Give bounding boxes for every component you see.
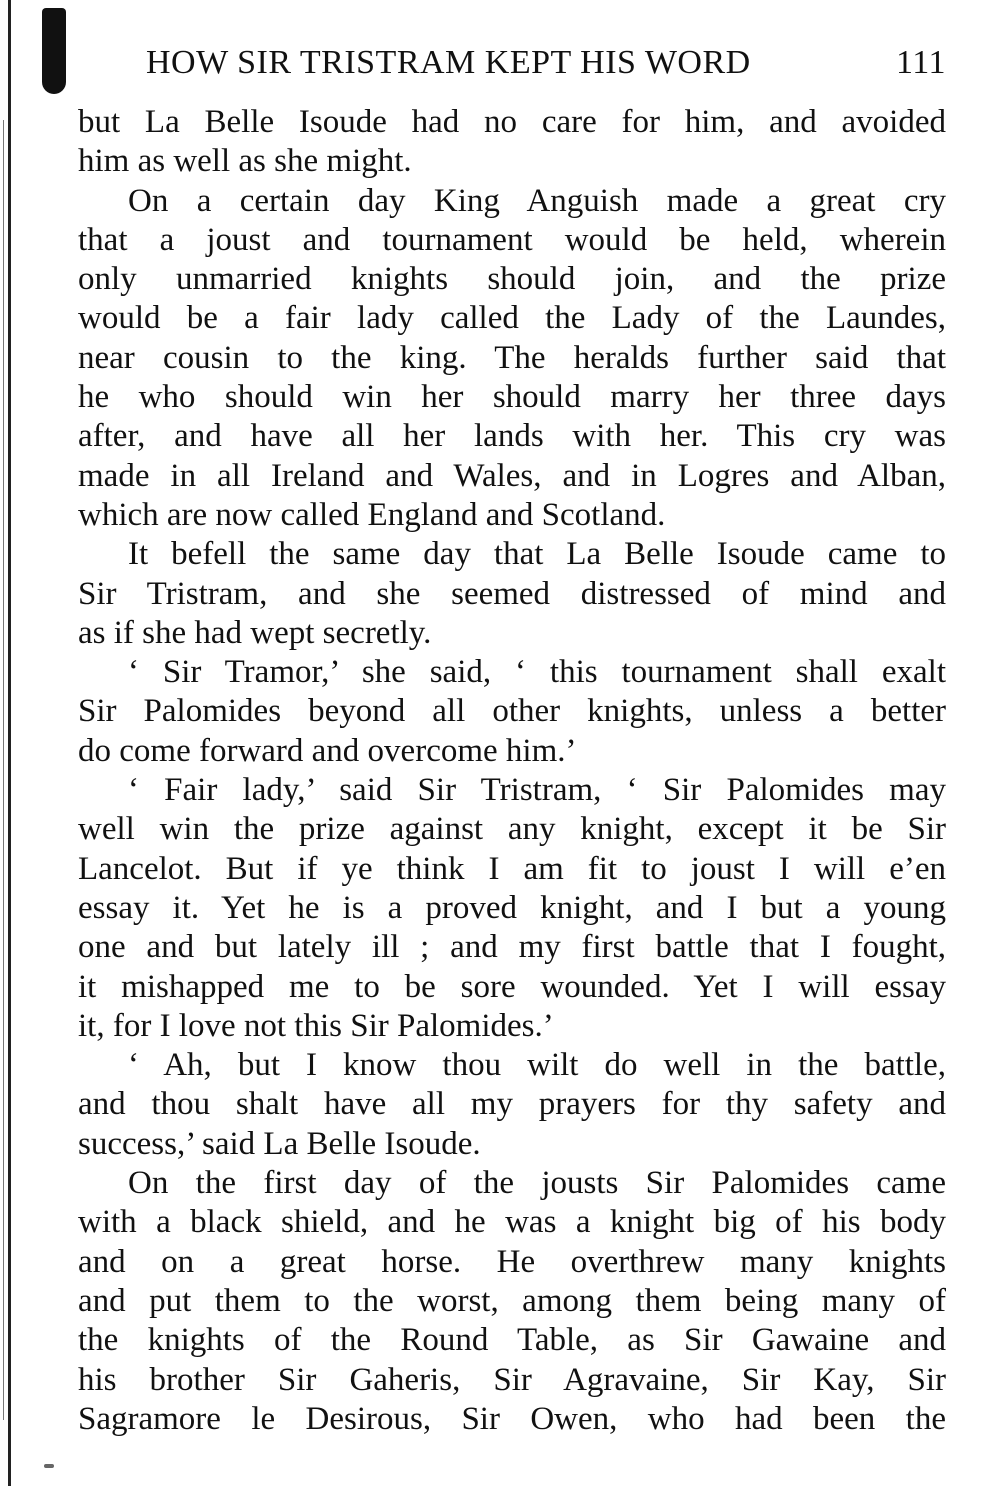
text-line: On a certain day King Anguish made a great cry	[128, 182, 946, 219]
binding-clip-mark	[42, 8, 66, 94]
text-line: Lancelot. But if ye think I am fit to joust I will e’en	[78, 850, 946, 887]
text-line: that a joust and tournament would be held, wherein	[78, 221, 946, 258]
text-line: his brother Sir Gaheris, Sir Agravaine, Sir Kay, Sir	[78, 1361, 946, 1398]
running-head-title: HOW SIR TRISTRAM KEPT HIS WORD	[146, 44, 751, 81]
text-line: the knights of the Round Table, as Sir Gawaine and	[78, 1322, 946, 1359]
text-line: On the first day of the jousts Sir Palomides came	[128, 1165, 946, 1202]
text-line: but La Belle Isoude had no care for him, and avoided	[78, 104, 946, 140]
text-line: he who should win her should marry her three days	[78, 379, 946, 416]
text-line: well win the prize against any knight, except it be Sir	[78, 811, 946, 848]
text-line: ‘ Fair lady,’ said Sir Tristram, ‘ Sir Palomides may	[128, 772, 946, 809]
text-line: near cousin to the king. The heralds further said that	[78, 339, 946, 376]
body-text	[78, 103, 946, 1439]
text-line: It befell the same day that La Belle Isoude came to	[128, 536, 946, 573]
text-line: after, and have all her lands with her. This cry was	[78, 418, 946, 455]
text-line: made in all Ireland and Wales, and in Logres and Alban,	[78, 457, 946, 494]
running-head	[146, 42, 946, 84]
text-line: and thou shalt have all my prayers for thy safety and	[78, 1086, 946, 1123]
text-line: him as well as she might.	[78, 143, 412, 180]
text-line: and on a great horse. He overthrew many knights	[78, 1243, 946, 1280]
text-line: Sir Palomides beyond all other knights, unless a better	[78, 693, 946, 730]
text-line: Sagramore le Desirous, Sir Owen, who had been the	[78, 1400, 946, 1437]
text-line: and put them to the worst, among them being many of	[78, 1282, 946, 1319]
binding-edge-line	[8, 0, 11, 1486]
binding-edge-shadow	[3, 120, 4, 1420]
text-line: only unmarried knights should join, and the prize	[78, 261, 946, 298]
text-line: it, for I love not this Sir Palomides.’	[78, 1007, 554, 1044]
text-line: it mishapped me to be sore wounded. Yet I will essay	[78, 968, 946, 1005]
text-line: essay it. Yet he is a proved knight, and I but a young	[78, 889, 946, 926]
text-line: ‘ Ah, but I know thou wilt do well in the battle,	[128, 1047, 946, 1084]
text-line: do come forward and overcome him.’	[78, 732, 577, 769]
text-line: Sir Tristram, and she seemed distressed of mind and	[78, 575, 946, 612]
text-line: one and but lately ill ; and my first battle that I fought,	[78, 929, 946, 966]
text-line: would be a fair lady called the Lady of the Laundes,	[78, 300, 946, 337]
page-number: 111	[896, 44, 946, 81]
text-line: which are now called England and Scotland.	[78, 496, 666, 533]
text-line: success,’ said La Belle Isoude.	[78, 1125, 481, 1162]
text-line: with a black shield, and he was a knight big of his body	[78, 1204, 946, 1241]
scan-speck	[44, 1464, 54, 1468]
text-line: ‘ Sir Tramor,’ she said, ‘ this tournament shall exalt	[128, 654, 946, 691]
text-line: as if she had wept secretly.	[78, 614, 432, 651]
